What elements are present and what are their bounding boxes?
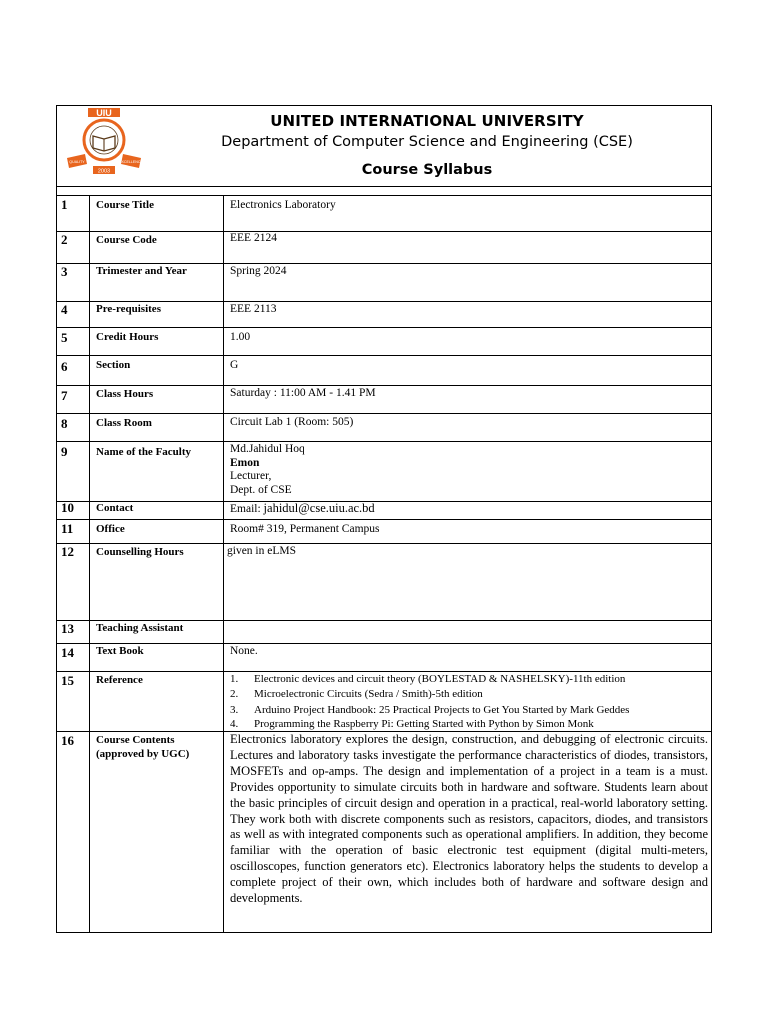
row-divider [57,231,711,232]
row-divider [57,501,711,502]
row-label [96,733,189,761]
row-value-faculty [230,443,305,497]
row-divider [57,643,711,644]
row-value-trimester: Spring 2024 [230,265,287,277]
row-number: 3 [61,264,68,279]
row-number: 11 [61,521,74,536]
row-divider [57,385,711,386]
row-label: Contact [96,502,134,514]
row-value-credit-hours: 1.00 [230,331,251,343]
row-label: Class Hours [96,388,154,400]
row-number: 8 [61,416,68,431]
row-label-line1: Course Contents [96,734,175,746]
row-number: 1 [61,197,68,212]
row-value-text-book: None. [230,645,258,657]
row-value-contact [230,501,375,516]
faculty-department: Dept. of CSE [230,483,292,496]
row-number: 6 [61,359,68,374]
row-value-course-title: Electronics Laboratory [230,199,336,211]
row-number: 4 [61,302,68,317]
row-divider [57,441,711,442]
university-logo [63,106,145,180]
reference-item: 3. Arduino Project Handbook: 25 Practical Projects to Get You Started by Mark Geddes [230,704,630,716]
header [57,106,711,187]
faculty-name-line1: Md.Jahidul Hoq [230,443,305,455]
reference-item: 4. Programming the Raspberry Pi: Getting Started with Python by Simon Monk [230,717,594,730]
row-number: 9 [61,444,68,459]
row-value-counselling: given in eLMS [227,545,296,557]
faculty-name-line2: Emon [230,456,260,469]
logo-ribbon-right: EXCELLENCE [119,160,143,164]
row-number: 13 [61,621,74,636]
row-number: 15 [61,673,74,688]
row-divider [57,327,711,328]
logo-ribbon-left: QUALITY [69,160,85,164]
row-number: 14 [61,645,74,660]
row-label: Section [96,359,131,371]
row-number: 7 [61,388,68,403]
row-label: Counselling Hours [96,546,184,558]
row-number: 2 [61,232,68,247]
reference-list [230,672,629,730]
row-label: Course Title [96,199,154,211]
university-name: UNITED INTERNATIONAL UNIVERSITY [270,112,584,130]
title-block [177,112,677,178]
row-label: Credit Hours [96,331,159,343]
row-value-class-room: Circuit Lab 1 (Room: 505) [230,416,354,428]
row-value-course-contents: Electronics laboratory explores the design, construction, and debugging of electronic circuits. Lectures and laboratory tasks investigate the performance characteristics of diodes, transistors, MOSFETs and op-amps. The design and implementation of a project in a team is a must. Provides opportunity to simulate circuits both in hardware and software. Students learn about the basic principles of circuit design and operation in a practical, real-world laboratory setting. They work both with discrete components such as resistors, capacitors, diodes, and transistors as well as with integrated components such as operational amplifiers. In addition, they become familiar with the operation of basic electronic test equipment (digital multi-meters, oscilloscopes, function generators etc). Electronics laboratory helps the students to develop a complete project of their own, which includes both of hardware and software design and developments. [230,732,708,906]
row-number: 10 [61,500,74,515]
logo-acronym: UIU [96,108,112,118]
row-number: 12 [61,544,74,559]
row-divider [57,413,711,414]
row-value-office: Room# 319, Permanent Campus [230,523,380,535]
row-value-course-code: EEE 2124 [230,232,277,244]
row-number: 5 [61,330,68,345]
row-divider [57,543,711,544]
contact-email-link[interactable]: jahidul@cse.uiu.ac.bd [263,501,375,515]
reference-item: 1. Electronic devices and circuit theory (BOYLESTAD & NASHELSKY)-11th edition [230,673,626,685]
row-divider [57,355,711,356]
row-label: Pre-requisites [96,303,161,315]
row-label-line2: (approved by UGC) [96,748,190,760]
row-label: Text Book [96,645,144,657]
faculty-designation: Lecturer, [230,470,272,483]
row-label: Office [96,523,125,535]
row-label: Class Room [96,417,152,429]
row-number: 16 [61,733,74,748]
logo-year: 2003 [97,168,111,175]
reference-item: 2. Microelectronic Circuits (Sedra / Smith)-5th edition [230,687,483,700]
row-label: Teaching Assistant [96,622,184,634]
department-name: Department of Computer Science and Engineering (CSE) [221,134,633,150]
row-label: Name of the Faculty [96,446,192,458]
row-divider [57,519,711,520]
syllabus-page [56,105,712,933]
row-label: Course Code [96,234,157,246]
row-value-section: G [230,359,239,371]
row-value-class-hours: Saturday : 11:00 AM - 1.41 PM [230,387,376,399]
document-title: Course Syllabus [361,162,493,178]
column-divider-2 [223,196,224,932]
column-divider-1 [89,196,90,932]
row-label: Reference [96,674,143,686]
contact-prefix: Email: [230,503,264,515]
row-value-prerequisites: EEE 2113 [230,303,277,315]
header-spacer [57,186,711,196]
row-label: Trimester and Year [96,265,187,277]
